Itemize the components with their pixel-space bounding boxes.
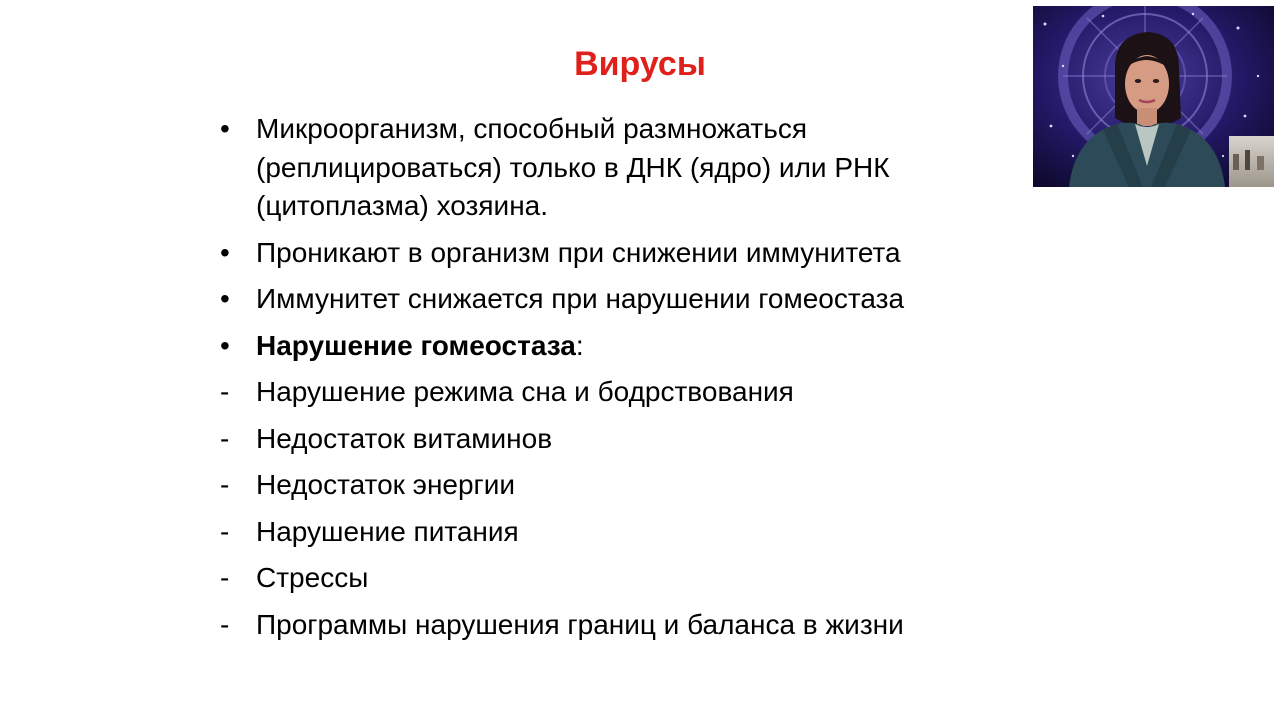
dash-marker: -: [220, 515, 230, 547]
bullet-marker: •: [220, 329, 230, 361]
dash-marker: -: [220, 562, 230, 593]
list-item-text: Иммунитет снижается при нарушении гомеостаза: [256, 283, 905, 314]
list-item: [215, 110, 1015, 226]
dash-marker: -: [220, 469, 230, 500]
list-item-text: Программы нарушения границ и баланса в жизни: [256, 608, 904, 640]
list-item: [215, 280, 1015, 319]
list-item: [215, 327, 1015, 366]
list-item-text: Нарушение питания: [256, 515, 519, 547]
bullet-list: [215, 110, 1015, 652]
presenter-video-feed: [1033, 6, 1274, 187]
list-item-text: Микроорганизм, способный размножаться (реплицироваться) только в ДНК (ядро) или РНК (цитоплазма) хозяина.: [256, 113, 890, 221]
list-item: [215, 373, 1015, 412]
dash-marker: -: [220, 422, 230, 454]
dash-marker: -: [220, 376, 230, 407]
list-item: [215, 234, 1015, 273]
bullet-marker: •: [220, 236, 230, 268]
slide-title: Вирусы: [574, 45, 706, 83]
list-item-text: Стрессы: [256, 562, 369, 593]
bullet-marker: •: [220, 113, 230, 144]
presenter-video-icon: [1033, 6, 1274, 187]
list-item: [215, 420, 1015, 459]
list-item: [215, 559, 1015, 598]
list-item-text: Проникают в организм при снижении иммунитета: [256, 236, 901, 268]
list-item-text: Недостаток энергии: [256, 469, 516, 500]
list-item-suffix: :: [575, 329, 584, 361]
list-item: [215, 513, 1015, 552]
bullet-marker: •: [220, 283, 230, 314]
list-item-text: Недостаток витаминов: [256, 422, 553, 454]
list-item-bold-text: Нарушение гомеостаза: [256, 329, 576, 361]
list-item: [215, 606, 1015, 645]
dash-marker: -: [220, 608, 230, 640]
list-item-text: Нарушение режима сна и бодрствования: [256, 376, 794, 407]
list-item: [215, 466, 1015, 505]
